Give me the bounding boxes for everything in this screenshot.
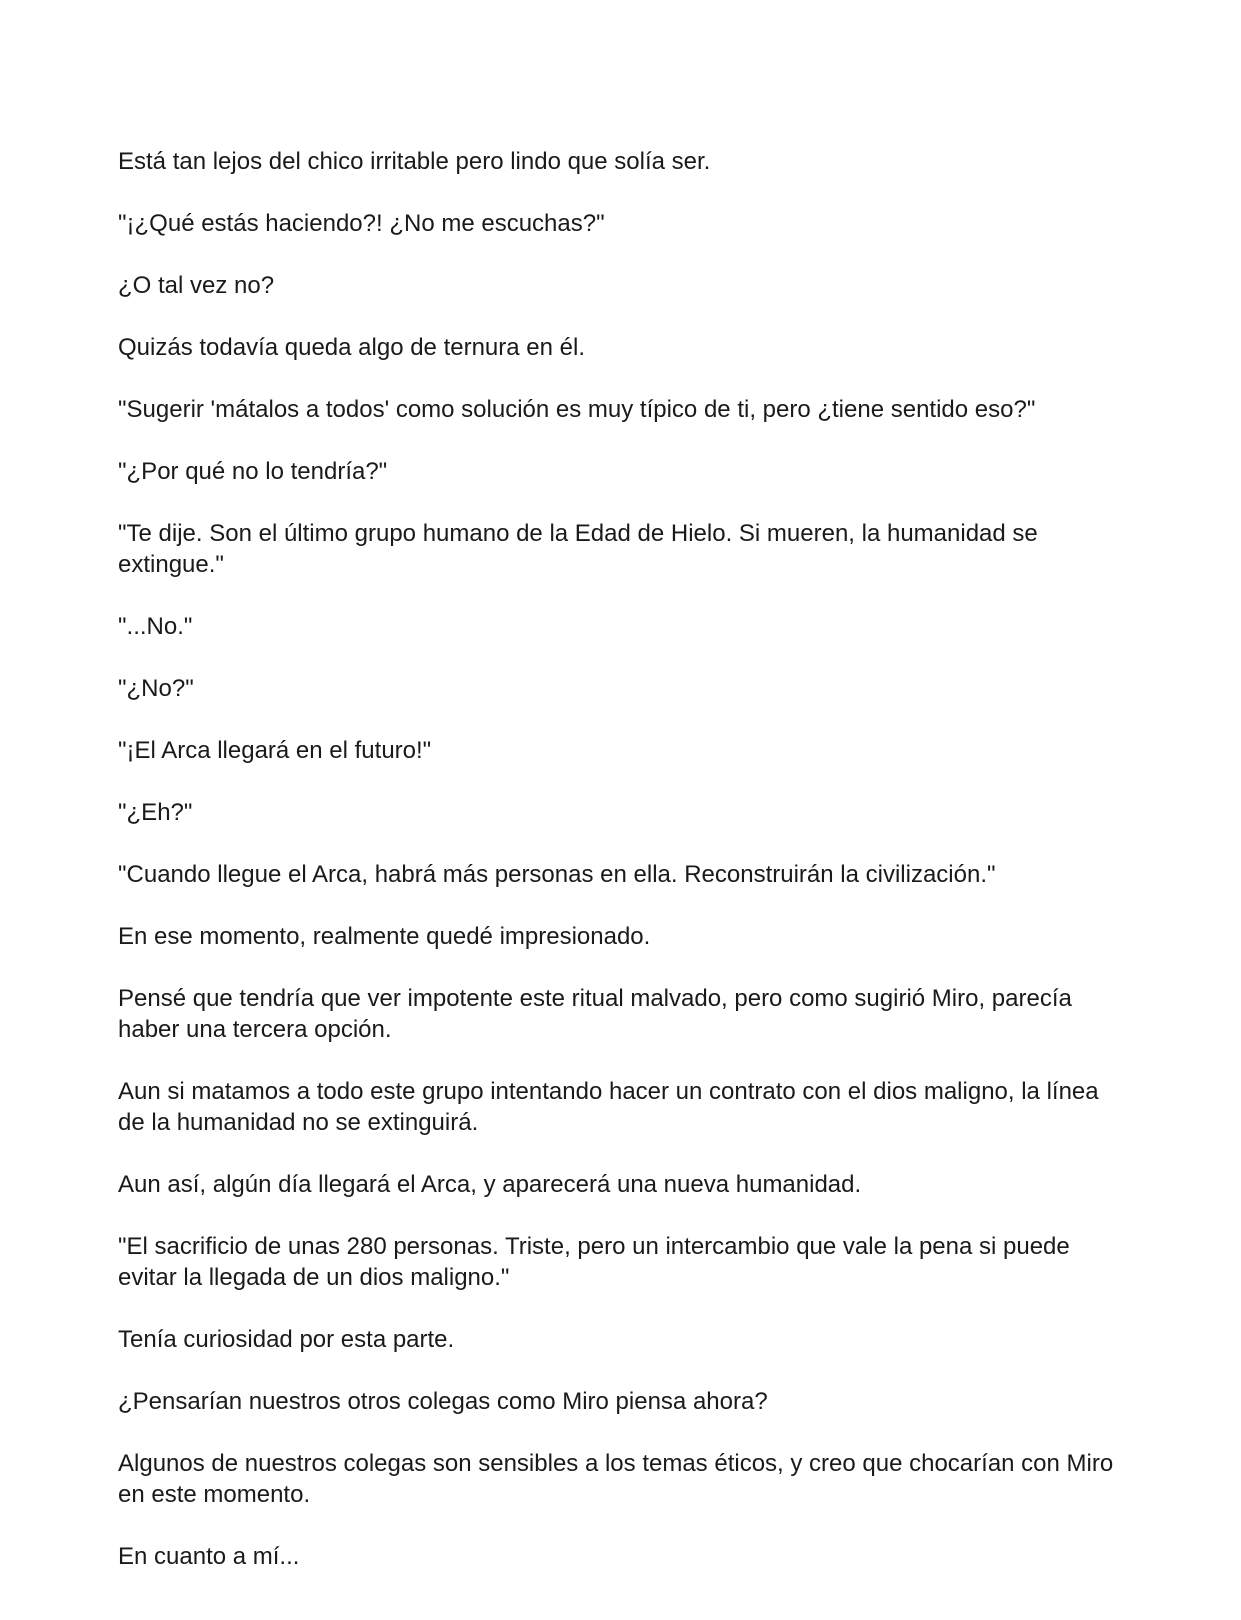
paragraph: ¿O tal vez no?: [118, 272, 275, 299]
paragraph: "¡El Arca llegará en el futuro!": [118, 737, 432, 764]
document-body: [118, 146, 1128, 1603]
paragraph: "...No.": [118, 613, 193, 640]
paragraph: En ese momento, realmente quedé impresionado.: [118, 923, 651, 950]
paragraph: Aun si matamos a todo este grupo intentando hacer un contrato con el dios maligno, la línea de la humanidad no se extinguirá.: [118, 1078, 1099, 1136]
paragraph: "¿Eh?": [118, 799, 193, 826]
paragraph: "¡¿Qué estás haciendo?! ¿No me escuchas?": [118, 210, 605, 237]
paragraph: Pensé que tendría que ver impotente este ritual malvado, pero como sugirió Miro, parecía haber una tercera opción.: [118, 985, 1072, 1043]
paragraph: "Cuando llegue el Arca, habrá más personas en ella. Reconstruirán la civilización.": [118, 861, 996, 888]
paragraph: "El sacrificio de unas 280 personas. Triste, pero un intercambio que vale la pena si puede evitar la llegada de un dios maligno.": [118, 1233, 1070, 1291]
paragraph: Algunos de nuestros colegas son sensibles a los temas éticos, y creo que chocarían con Miro en este momento.: [118, 1450, 1114, 1508]
paragraph: "¿Por qué no lo tendría?": [118, 458, 388, 485]
paragraph: Quizás todavía queda algo de ternura en él.: [118, 334, 585, 361]
paragraph: Está tan lejos del chico irritable pero lindo que solía ser.: [118, 148, 711, 175]
paragraph: En cuanto a mí...: [118, 1543, 300, 1570]
paragraph: "¿No?": [118, 675, 194, 702]
paragraph: "Sugerir 'mátalos a todos' como solución es muy típico de ti, pero ¿tiene sentido eso?": [118, 396, 1036, 423]
paragraph: "Te dije. Son el último grupo humano de la Edad de Hielo. Si mueren, la humanidad se extingue.": [118, 520, 1038, 578]
paragraph: Aun así, algún día llegará el Arca, y aparecerá una nueva humanidad.: [118, 1171, 862, 1198]
paragraph: Tenía curiosidad por esta parte.: [118, 1326, 455, 1353]
paragraph: ¿Pensarían nuestros otros colegas como Miro piensa ahora?: [118, 1388, 768, 1415]
